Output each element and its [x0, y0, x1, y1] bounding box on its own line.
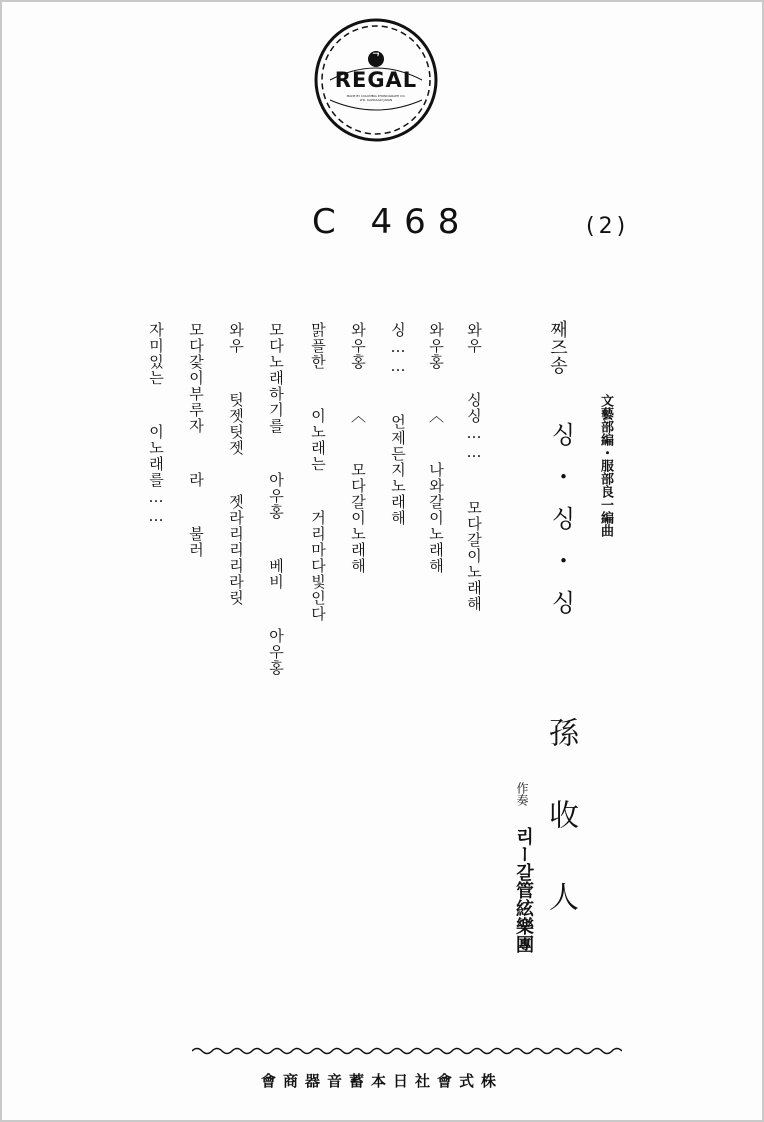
lyric-line: 와우홍 〈 모다갈이노래해: [349, 322, 367, 574]
performer: 리ー갈管絃樂團: [513, 827, 534, 953]
lyric-line: 와우 싱싱…… 모다갈이노래해: [465, 322, 483, 612]
regal-label-logo: [312, 16, 440, 144]
brand-name: REGAL: [334, 68, 418, 92]
genre: 째즈송: [547, 320, 568, 374]
lyric-line: 싱…… 언제든지노래해: [389, 322, 407, 526]
wavy-divider: [192, 1046, 622, 1056]
side-number: (2): [586, 214, 630, 239]
performer-label: 作奏: [515, 782, 529, 806]
lyric-line: 자미있는 이노래를……: [147, 322, 165, 526]
lyric-line: 와우 팃젯팃젯 젯라리리리라릿: [227, 322, 245, 606]
lyric-line: 모다노래하기를 아우홍 베비 아우홍: [267, 322, 285, 676]
credits: 文藝部編・服部良一編曲: [598, 394, 613, 537]
lyric-line: 와우홍 〈 나와갈이노래해: [427, 322, 445, 574]
label-badge-icon: ᄀ: [368, 51, 384, 67]
lyric-line: 맑플한 이노래는 거리마다빛인다: [309, 322, 327, 622]
label-small-print: MADE BY COLUMBIA PHONOGRAPH CO. LTD. KAWASAKI JAPAN: [346, 94, 406, 102]
publisher-footer: 會商器音蓄本日社會式株: [260, 1072, 503, 1090]
song-title: 싱・싱・싱: [547, 422, 575, 632]
lyric-line: 모다갗이부루자 라 불러: [187, 322, 205, 558]
singer: 孫收人: [543, 717, 578, 963]
catalog-number: C 468: [312, 202, 472, 242]
